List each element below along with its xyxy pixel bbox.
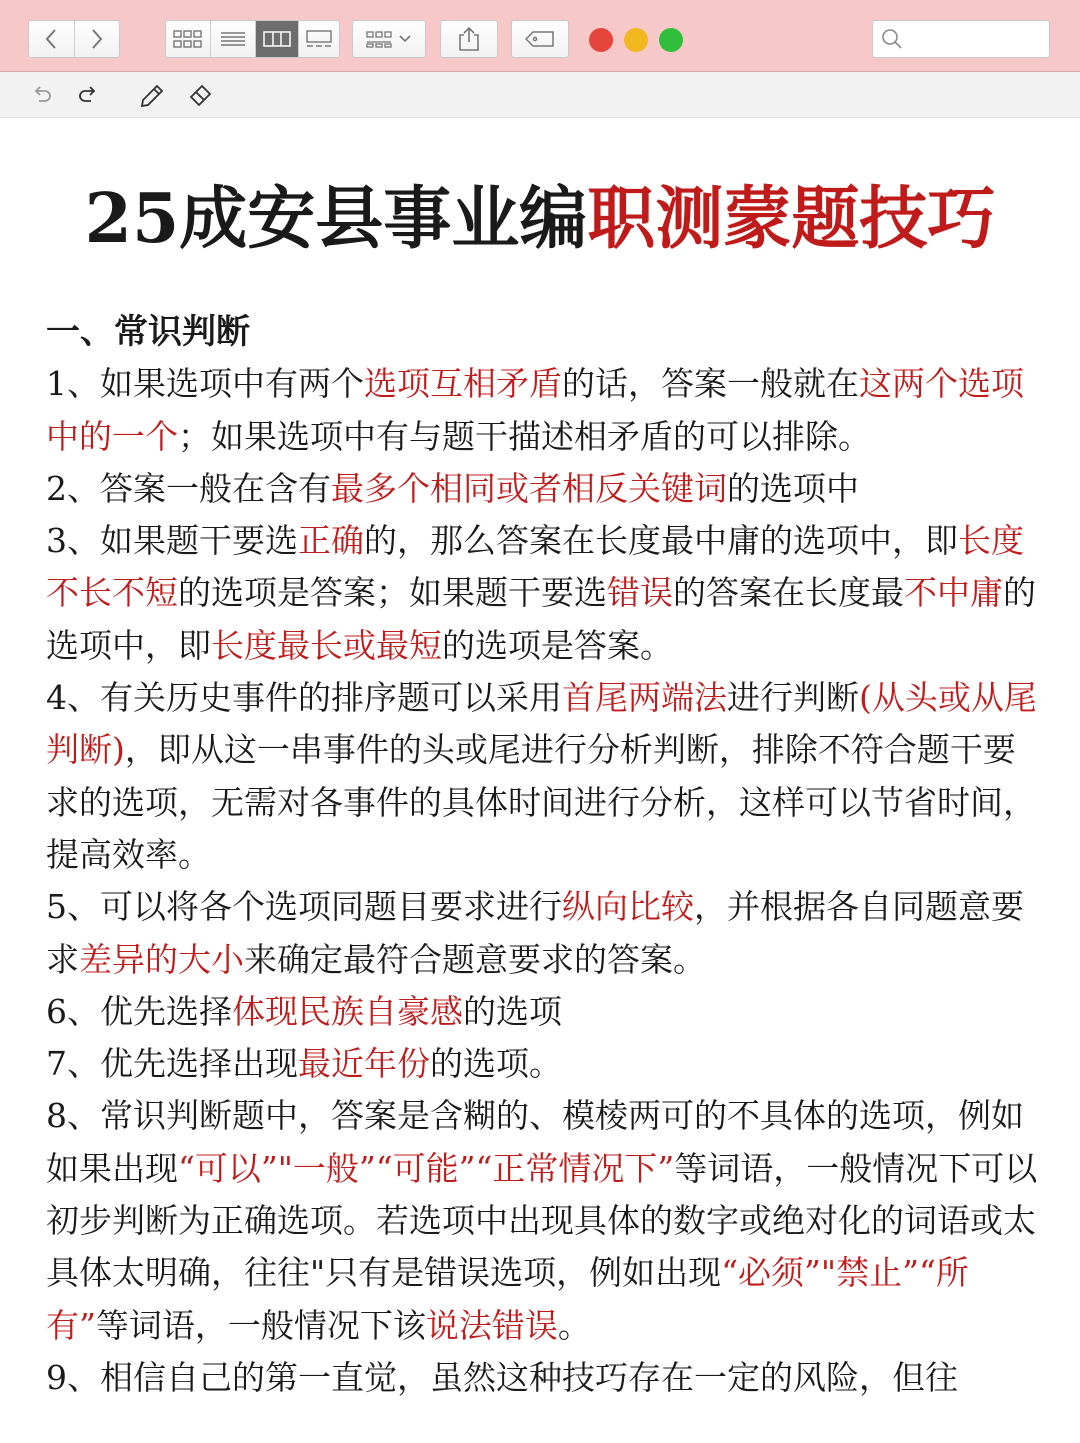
tips-list — [46, 358, 1046, 1404]
highlighted-text: 最多个相同或者相反关键词 — [331, 468, 727, 508]
body-text: 的选项 — [463, 991, 562, 1031]
highlighted-text: 正确 — [298, 521, 364, 561]
body-text: 的，那么答案在长度最中庸的选项中，即 — [364, 521, 958, 561]
share-icon — [458, 26, 480, 52]
highlighted-text: 说法错误 — [425, 1305, 558, 1345]
tip-item — [46, 463, 1046, 515]
navigation-buttons — [28, 20, 120, 58]
eraser-button[interactable] — [186, 82, 214, 110]
close-window-button[interactable] — [589, 28, 613, 52]
body-text: 6、优先选择 — [46, 991, 232, 1031]
grid-view-icon — [173, 30, 203, 48]
list-view-button[interactable] — [211, 21, 255, 57]
body-text: 。 — [557, 1305, 591, 1345]
title-black-part: 25成安县事业编 — [84, 179, 588, 259]
highlighted-text: (从头或从尾判断) — [46, 678, 1037, 770]
highlighted-text: 不中庸 — [904, 573, 1003, 613]
edit-toolbar — [0, 72, 1080, 118]
body-text: 的选项中，即 — [46, 573, 1036, 665]
column-view-icon — [263, 31, 291, 47]
body-text: 来确定最符合题意要求的答案。 — [244, 939, 706, 979]
tag-button[interactable] — [511, 20, 569, 58]
list-view-icon — [220, 30, 246, 48]
back-button[interactable] — [29, 21, 75, 57]
grid-view-button[interactable] — [166, 21, 211, 57]
body-text: 的选项。 — [430, 1044, 562, 1084]
tip-item — [46, 1038, 1046, 1090]
tip-item — [46, 986, 1046, 1038]
minimize-window-button[interactable] — [624, 28, 648, 52]
title-red-part: 职测蒙题技巧 — [587, 179, 996, 259]
forward-button[interactable] — [75, 21, 120, 57]
chevron-right-icon — [90, 28, 104, 50]
body-text: 的话，答案一般就在 — [562, 364, 859, 404]
body-text: 的选项中 — [727, 468, 859, 508]
tip-item — [46, 672, 1046, 881]
body-text: 等词语，一般情况下可以初步判断为正确选项。若选项中出现具体的数字或绝对化的词语或太具体太明确，往往"只有是错误选项，例如出现 — [46, 1148, 1038, 1293]
tip-item — [46, 358, 1046, 463]
undo-button[interactable] — [28, 82, 56, 110]
body-text: 4、有关历史事件的排序题可以采用 — [46, 678, 562, 718]
toolbar — [0, 0, 1080, 72]
group-by-button[interactable] — [352, 20, 426, 58]
body-text: 9、相信自己的第一直觉，虽然这种技巧存在一定的风险，但往 — [46, 1357, 958, 1397]
highlighted-text: 纵向比较 — [562, 887, 694, 927]
redo-icon — [77, 86, 99, 106]
highlighted-text: 错误 — [607, 573, 673, 613]
highlighted-text: 选项互相矛盾 — [364, 364, 562, 404]
search-input[interactable] — [872, 20, 1050, 58]
body-text: 的选项是答案。 — [442, 625, 673, 665]
tip-item — [46, 1090, 1046, 1351]
chevron-left-icon — [44, 28, 58, 50]
tip-item — [46, 881, 1046, 986]
redo-button[interactable] — [74, 82, 102, 110]
chevron-down-icon — [398, 34, 412, 44]
pencil-icon — [140, 84, 164, 108]
body-text: ，并根据各自同题意要求 — [46, 887, 1024, 979]
body-text: ；如果选项中有与题干描述相矛盾的可以排除。 — [178, 416, 871, 456]
body-text: 3、如果题干要选 — [46, 521, 298, 561]
highlighted-text: 长度最长或最短 — [211, 625, 442, 665]
eraser-icon — [188, 84, 212, 108]
search-icon — [881, 28, 903, 50]
body-text: 的答案在长度最 — [673, 573, 904, 613]
highlighted-text: 差异的大小 — [79, 939, 244, 979]
highlighted-text: 首尾两端法 — [562, 678, 727, 718]
body-text: 1、如果选项中有两个 — [46, 364, 364, 404]
pencil-button[interactable] — [138, 82, 166, 110]
tip-item — [46, 515, 1046, 672]
view-mode-selector — [165, 20, 340, 58]
body-text: ，即从这一串事件的头或尾进行分析判断，排除不符合题干要求的选项，无需对各事件的具体时间进行分析，这样可以节省时间，提高效率。 — [46, 730, 1036, 874]
body-text: 5、可以将各个选项同题目要求进行 — [46, 887, 562, 927]
highlighted-text: 长度不长不短 — [46, 521, 1024, 613]
highlighted-text: 体现民族自豪感 — [232, 991, 463, 1031]
highlighted-text: 这两个选项中的一个 — [46, 364, 1024, 456]
highlighted-text: “必须”"禁止”“所有” — [46, 1253, 969, 1345]
zoom-window-button[interactable] — [659, 28, 683, 52]
body-text: 的选项是答案；如果题干要选 — [178, 573, 607, 613]
tip-item — [46, 1352, 1046, 1404]
highlighted-text: “可以”"一般”“可能”“正常情况下” — [178, 1148, 675, 1188]
document-title — [0, 178, 1080, 260]
gallery-view-button[interactable] — [299, 21, 339, 57]
tag-icon — [525, 31, 555, 47]
column-view-button[interactable] — [256, 21, 300, 57]
body-text: 等词语，一般情况下该 — [95, 1305, 426, 1345]
section-heading: 一、常识判断 — [46, 312, 250, 352]
highlighted-text: 最近年份 — [298, 1044, 430, 1084]
share-button[interactable] — [440, 20, 498, 58]
gallery-view-icon — [305, 30, 333, 48]
body-text: 8、常识判断题中，答案是含糊的、模棱两可的不具体的选项，例如如果出现 — [46, 1096, 1024, 1188]
undo-icon — [31, 86, 53, 106]
document-body — [46, 306, 1046, 1404]
group-by-icon — [366, 30, 396, 48]
body-text: 2、答案一般在含有 — [46, 468, 331, 508]
body-text: 进行判断 — [727, 678, 859, 718]
body-text: 7、优先选择出现 — [46, 1044, 298, 1084]
